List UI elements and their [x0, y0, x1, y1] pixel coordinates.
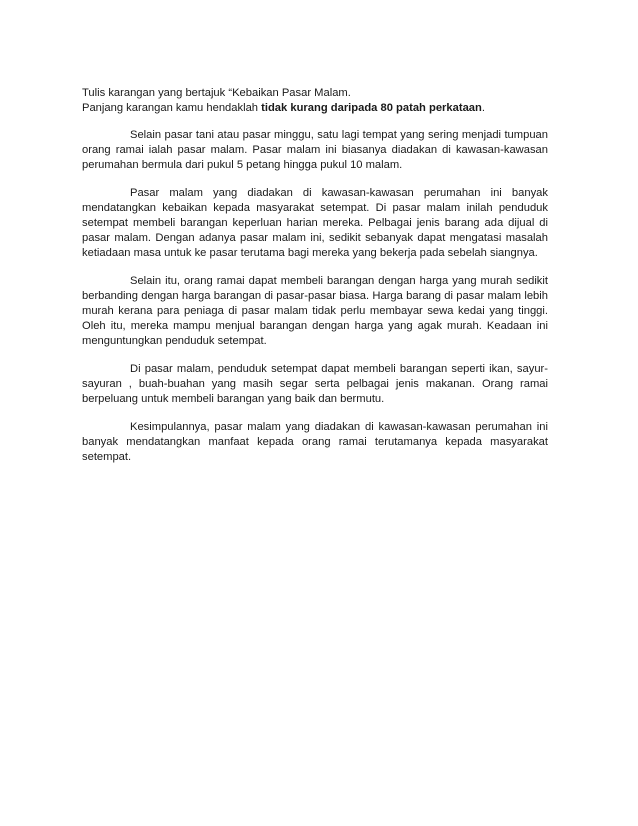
instruction-length-line	[82, 101, 548, 116]
essay-paragraph-5: Kesimpulannya, pasar malam yang diadakan di kawasan-kawasan perumahan ini banyak mendatangkan manfaat kepada orang ramai terutamanya kepada masyarakat setempat.	[82, 421, 548, 463]
essay-paragraph-1: Selain pasar tani atau pasar minggu, satu lagi tempat yang sering menjadi tumpuan orang ramai ialah pasar malam. Pasar malam ini biasanya diadakan di kawasan-kawasan perumahan bermula dari pukul 5 petang hingga pukul 10 malam.	[82, 129, 548, 171]
spacer	[82, 407, 548, 420]
essay-paragraph-4: Di pasar malam, penduduk setempat dapat membeli barangan seperti ikan, sayur-sayuran , buah-buahan yang masih segar serta pelbagai jenis makanan. Orang ramai berpeluang untuk membeli barangan yang baik dan bermutu.	[82, 363, 548, 405]
spacer	[82, 116, 548, 128]
spacer	[82, 349, 548, 362]
instruction-length-prefix: Panjang karangan kamu hendaklah	[82, 102, 262, 114]
document-page	[82, 86, 548, 465]
instruction-length-bold: tidak kurang daripada 80 patah perkataan	[261, 102, 482, 114]
instruction-length-suffix: .	[481, 102, 485, 114]
essay-paragraph-3: Selain itu, orang ramai dapat membeli barangan dengan harga yang murah sedikit berbanding dengan harga barangan di pasar-pasar biasa. Harga barang di pasar malam lebih murah kerana para peniaga di pasar malam tidak perlu membayar sewa kedai yang tinggi. Oleh itu, mereka mampu menjual barangan dengan harga yang agak murah. Keadaan ini menguntungkan penduduk setempat.	[82, 275, 548, 347]
spacer	[82, 173, 548, 186]
essay-paragraph-2: Pasar malam yang diadakan di kawasan-kawasan perumahan ini banyak mendatangkan kebaikan kepada masyarakat setempat. Di pasar malam inilah penduduk setempat membeli barangan keperluan harian mereka. Pelbagai jenis barang ada dijual di pasar malam. Dengan adanya pasar malam ini, sedikit sebanyak dapat mengatasi masalah ketiadaan masa untuk ke pasar terutama bagi mereka yang bekerja pada sebelah siangnya.	[82, 187, 548, 259]
instruction-title-line: Tulis karangan yang bertajuk “Kebaikan Pasar Malam.	[82, 87, 351, 99]
spacer	[82, 261, 548, 274]
